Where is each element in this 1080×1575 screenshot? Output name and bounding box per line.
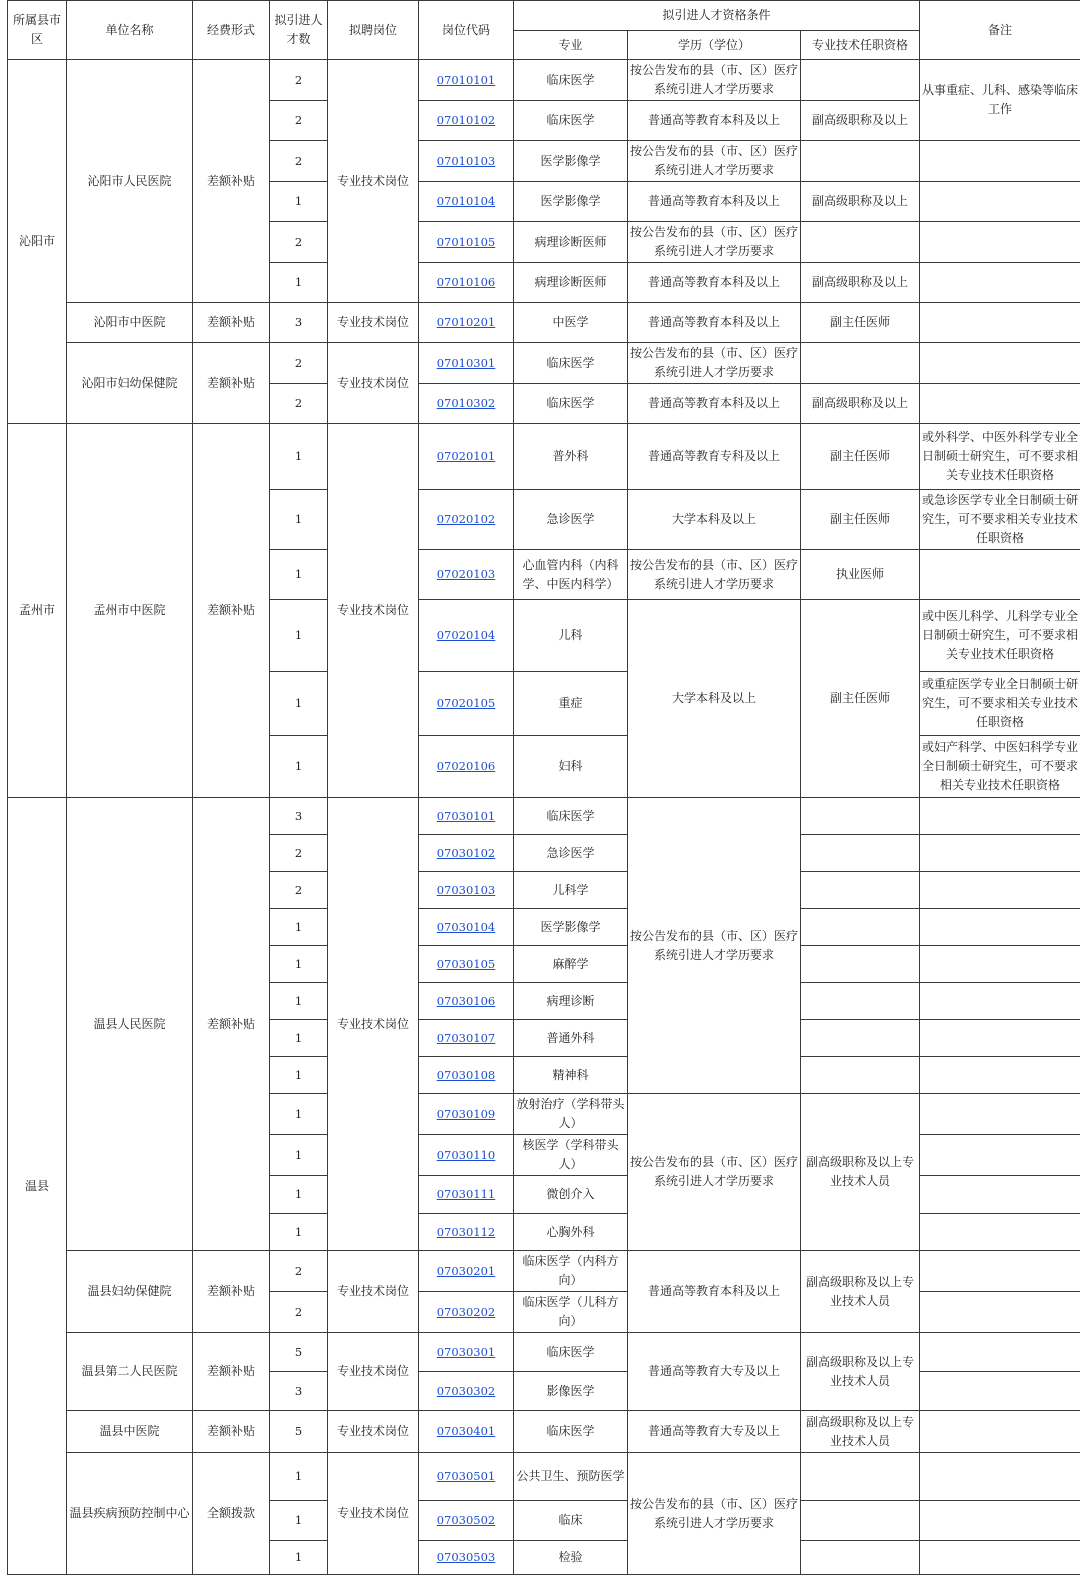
row-count: 5 bbox=[270, 1333, 328, 1372]
row-major: 医学影像学 bbox=[514, 182, 628, 222]
position-code-link[interactable]: 07020104 bbox=[437, 628, 496, 642]
funding-type: 差额补贴 bbox=[193, 343, 270, 424]
row-major: 公共卫生、预防医学 bbox=[514, 1453, 628, 1501]
funding-type: 差额补贴 bbox=[193, 303, 270, 343]
row-count: 1 bbox=[270, 1501, 328, 1541]
row-qualification: 副高级职称及以上 bbox=[801, 263, 920, 303]
row-major: 普外科 bbox=[514, 424, 628, 490]
row-count: 1 bbox=[270, 550, 328, 600]
row-education: 普通高等教育本科及以上 bbox=[628, 101, 801, 141]
row-count: 1 bbox=[270, 1176, 328, 1214]
row-note: 或妇产科学、中医妇科学专业全日制硕士研究生，可不要求相关专业技术任职资格 bbox=[920, 736, 1080, 798]
row-count: 5 bbox=[270, 1411, 328, 1453]
row-note: 或外科学、中医外科学专业全日制硕士研究生，可不要求相关专业技术任职资格 bbox=[920, 424, 1080, 490]
row-education: 普通高等教育本科及以上 bbox=[628, 182, 801, 222]
position-code-link[interactable]: 07020101 bbox=[437, 449, 496, 463]
row-note: 或急诊医学专业全日制硕士研究生，可不要求相关专业技术任职资格 bbox=[920, 490, 1080, 550]
row-education: 普通高等教育本科及以上 bbox=[628, 303, 801, 343]
row-qualification: 副高级职称及以上 bbox=[801, 182, 920, 222]
position-code-link[interactable]: 07010102 bbox=[437, 113, 496, 127]
row-qualification: 副主任医师 bbox=[801, 303, 920, 343]
row-major: 临床医学 bbox=[514, 60, 628, 101]
position-code-link[interactable]: 07030202 bbox=[437, 1305, 496, 1319]
unit-name: 温县妇幼保健院 bbox=[67, 1251, 193, 1333]
row-note bbox=[920, 1135, 1080, 1176]
row-count: 2 bbox=[270, 835, 328, 872]
row-note: 或重症医学专业全日制硕士研究生，可不要求相关专业技术任职资格 bbox=[920, 672, 1080, 736]
row-major: 核医学（学科带头人） bbox=[514, 1135, 628, 1176]
row-qualification: 副高级职称及以上专业技术人员 bbox=[801, 1333, 920, 1411]
position-code-link[interactable]: 07030503 bbox=[437, 1550, 496, 1564]
row-qualification: 副高级职称及以上 bbox=[801, 101, 920, 141]
row-qualification: 副高级职称及以上专业技术人员 bbox=[801, 1251, 920, 1333]
funding-type: 差额补贴 bbox=[193, 424, 270, 798]
row-major: 心血管内科（内科学、中医内科学） bbox=[514, 550, 628, 600]
position-code-link[interactable]: 07010106 bbox=[437, 275, 496, 289]
county-wenxian: 温县 bbox=[8, 798, 67, 1575]
row-count: 2 bbox=[270, 384, 328, 424]
header-qualification: 专业技术任职资格 bbox=[801, 31, 920, 60]
row-count: 1 bbox=[270, 946, 328, 983]
row-count: 1 bbox=[270, 1453, 328, 1501]
position-type: 专业技术岗位 bbox=[328, 1333, 419, 1411]
row-education: 大学本科及以上 bbox=[628, 600, 801, 798]
row-note bbox=[920, 384, 1080, 424]
row-major: 病理诊断医师 bbox=[514, 263, 628, 303]
row-major: 精神科 bbox=[514, 1057, 628, 1094]
row-count: 2 bbox=[270, 872, 328, 909]
row-count: 1 bbox=[270, 1214, 328, 1251]
row-major: 临床医学 bbox=[514, 101, 628, 141]
row-count: 1 bbox=[270, 909, 328, 946]
row-count: 1 bbox=[270, 672, 328, 736]
row-qualification bbox=[801, 983, 920, 1020]
row-qualification: 执业医师 bbox=[801, 550, 920, 600]
row-education: 普通高等教育大专及以上 bbox=[628, 1411, 801, 1453]
row-qualification: 副高级职称及以上专业技术人员 bbox=[801, 1411, 920, 1453]
position-code-link[interactable]: 07010201 bbox=[437, 315, 496, 329]
row-count: 1 bbox=[270, 1094, 328, 1135]
position-code-link[interactable]: 07030301 bbox=[437, 1345, 496, 1359]
row-note bbox=[920, 303, 1080, 343]
unit-name: 沁阳市人民医院 bbox=[67, 60, 193, 303]
position-code-link[interactable]: 07030502 bbox=[437, 1513, 496, 1527]
row-count: 1 bbox=[270, 263, 328, 303]
row-note bbox=[920, 343, 1080, 384]
recruitment-table-wrapper bbox=[7, 0, 1080, 1575]
row-major: 中医学 bbox=[514, 303, 628, 343]
row-major: 心胸外科 bbox=[514, 1214, 628, 1251]
county-mengzhou: 孟州市 bbox=[8, 424, 67, 798]
row-qualification bbox=[801, 343, 920, 384]
row-major: 儿科学 bbox=[514, 872, 628, 909]
row-qualification bbox=[801, 1501, 920, 1541]
position-code-link[interactable]: 07030201 bbox=[437, 1264, 496, 1278]
position-code-link[interactable]: 07030111 bbox=[437, 1187, 496, 1201]
row-qualification bbox=[801, 1541, 920, 1575]
row-major: 病理诊断 bbox=[514, 983, 628, 1020]
funding-type: 差额补贴 bbox=[193, 1411, 270, 1453]
row-major: 临床医学 bbox=[514, 1333, 628, 1372]
row-major: 临床医学 bbox=[514, 1411, 628, 1453]
row-education: 按公告发布的县（市、区）医疗系统引进人才学历要求 bbox=[628, 343, 801, 384]
row-major: 急诊医学 bbox=[514, 835, 628, 872]
unit-name: 温县疾病预防控制中心 bbox=[67, 1453, 193, 1575]
row-note bbox=[920, 1094, 1080, 1135]
position-code-link[interactable]: 07030110 bbox=[437, 1148, 496, 1162]
header-education: 学历（学位） bbox=[628, 31, 801, 60]
funding-type: 差额补贴 bbox=[193, 1333, 270, 1411]
row-major: 急诊医学 bbox=[514, 490, 628, 550]
position-code-link[interactable]: 07030106 bbox=[437, 994, 496, 1008]
row-note bbox=[920, 946, 1080, 983]
position-code-link[interactable]: 07030302 bbox=[437, 1384, 496, 1398]
row-note bbox=[920, 1057, 1080, 1094]
row-note bbox=[920, 222, 1080, 263]
row-major: 临床医学（内科方向） bbox=[514, 1251, 628, 1292]
row-count: 1 bbox=[270, 1541, 328, 1575]
row-count: 3 bbox=[270, 1372, 328, 1411]
row-note bbox=[920, 798, 1080, 835]
unit-name: 沁阳市中医院 bbox=[67, 303, 193, 343]
row-major: 临床医学 bbox=[514, 798, 628, 835]
recruitment-table bbox=[7, 0, 1080, 1575]
row-education: 大学本科及以上 bbox=[628, 490, 801, 550]
row-education: 普通高等教育本科及以上 bbox=[628, 384, 801, 424]
row-note bbox=[920, 263, 1080, 303]
funding-type: 差额补贴 bbox=[193, 1251, 270, 1333]
row-count: 1 bbox=[270, 182, 328, 222]
row-note: 从事重症、儿科、感染等临床工作 bbox=[920, 60, 1080, 141]
row-education: 普通高等教育本科及以上 bbox=[628, 1251, 801, 1333]
row-note bbox=[920, 909, 1080, 946]
row-major: 医学影像学 bbox=[514, 909, 628, 946]
position-type: 专业技术岗位 bbox=[328, 60, 419, 303]
row-count: 2 bbox=[270, 222, 328, 263]
row-qualification: 副主任医师 bbox=[801, 600, 920, 798]
row-major: 临床医学 bbox=[514, 343, 628, 384]
row-qualification bbox=[801, 222, 920, 263]
unit-name: 孟州市中医院 bbox=[67, 424, 193, 798]
row-qualification: 副主任医师 bbox=[801, 490, 920, 550]
row-major: 检验 bbox=[514, 1541, 628, 1575]
position-code-link[interactable]: 07030112 bbox=[437, 1225, 496, 1239]
header-conditions: 拟引进人才资格条件 bbox=[514, 1, 920, 31]
row-qualification bbox=[801, 1020, 920, 1057]
row-education: 按公告发布的县（市、区）医疗系统引进人才学历要求 bbox=[628, 1453, 801, 1575]
row-count: 3 bbox=[270, 798, 328, 835]
position-code-link[interactable]: 07010101 bbox=[437, 73, 496, 87]
header-unit: 单位名称 bbox=[67, 1, 193, 60]
row-count: 1 bbox=[270, 983, 328, 1020]
funding-type: 差额补贴 bbox=[193, 60, 270, 303]
row-major: 医学影像学 bbox=[514, 141, 628, 182]
position-type: 专业技术岗位 bbox=[328, 343, 419, 424]
row-education: 普通高等教育本科及以上 bbox=[628, 263, 801, 303]
row-note bbox=[920, 872, 1080, 909]
row-major: 放射治疗（学科带头人） bbox=[514, 1094, 628, 1135]
row-major: 重症 bbox=[514, 672, 628, 736]
position-code-link[interactable]: 07020103 bbox=[437, 567, 496, 581]
row-qualification: 副高级职称及以上 bbox=[801, 384, 920, 424]
row-major: 普通外科 bbox=[514, 1020, 628, 1057]
row-note bbox=[920, 1333, 1080, 1372]
row-major: 妇科 bbox=[514, 736, 628, 798]
row-qualification bbox=[801, 909, 920, 946]
row-count: 2 bbox=[270, 101, 328, 141]
position-type: 专业技术岗位 bbox=[328, 1411, 419, 1453]
row-count: 1 bbox=[270, 1135, 328, 1176]
row-count: 2 bbox=[270, 1251, 328, 1292]
position-code-link[interactable]: 07030105 bbox=[437, 957, 496, 971]
row-note bbox=[920, 550, 1080, 600]
position-code-link[interactable]: 07030102 bbox=[437, 846, 496, 860]
row-major: 影像医学 bbox=[514, 1372, 628, 1411]
row-qualification bbox=[801, 798, 920, 835]
row-major: 临床医学（儿科方向） bbox=[514, 1292, 628, 1333]
row-qualification bbox=[801, 835, 920, 872]
row-note bbox=[920, 1251, 1080, 1292]
position-code-link[interactable]: 07030109 bbox=[437, 1107, 496, 1121]
position-code-link[interactable]: 07030501 bbox=[437, 1469, 496, 1483]
row-note bbox=[920, 141, 1080, 182]
row-count: 1 bbox=[270, 490, 328, 550]
position-code-link[interactable]: 07010105 bbox=[437, 235, 496, 249]
position-type: 专业技术岗位 bbox=[328, 303, 419, 343]
row-note: 或中医儿科学、儿科学专业全日制硕士研究生，可不要求相关专业技术任职资格 bbox=[920, 600, 1080, 672]
row-qualification bbox=[801, 946, 920, 983]
position-code-link[interactable]: 07010103 bbox=[437, 154, 496, 168]
row-note bbox=[920, 1411, 1080, 1453]
county-qinyang: 沁阳市 bbox=[8, 60, 67, 424]
row-count: 1 bbox=[270, 424, 328, 490]
row-note bbox=[920, 1214, 1080, 1251]
row-count: 1 bbox=[270, 600, 328, 672]
funding-type: 全额拨款 bbox=[193, 1453, 270, 1575]
funding-type: 差额补贴 bbox=[193, 798, 270, 1251]
row-note bbox=[920, 1292, 1080, 1333]
position-code-link[interactable]: 07030107 bbox=[437, 1031, 496, 1045]
row-major: 儿科 bbox=[514, 600, 628, 672]
row-count: 3 bbox=[270, 303, 328, 343]
row-count: 2 bbox=[270, 343, 328, 384]
position-code-link[interactable]: 07030104 bbox=[437, 920, 496, 934]
header-notes: 备注 bbox=[920, 1, 1080, 60]
position-code-link[interactable]: 07010301 bbox=[437, 356, 496, 370]
position-code-link[interactable]: 07030108 bbox=[437, 1068, 496, 1082]
position-code-link[interactable]: 07020106 bbox=[437, 759, 496, 773]
header-code: 岗位代码 bbox=[419, 1, 514, 60]
position-code-link[interactable]: 07010104 bbox=[437, 194, 496, 208]
row-note bbox=[920, 1176, 1080, 1214]
row-note bbox=[920, 983, 1080, 1020]
position-type: 专业技术岗位 bbox=[328, 798, 419, 1251]
row-qualification: 副高级职称及以上专业技术人员 bbox=[801, 1094, 920, 1251]
row-note bbox=[920, 1541, 1080, 1575]
row-qualification bbox=[801, 141, 920, 182]
row-note bbox=[920, 835, 1080, 872]
row-education: 普通高等教育大专及以上 bbox=[628, 1333, 801, 1411]
row-qualification bbox=[801, 1057, 920, 1094]
position-type: 专业技术岗位 bbox=[328, 424, 419, 798]
row-education: 按公告发布的县（市、区）医疗系统引进人才学历要求 bbox=[628, 1094, 801, 1251]
row-qualification bbox=[801, 60, 920, 101]
row-education: 按公告发布的县（市、区）医疗系统引进人才学历要求 bbox=[628, 222, 801, 263]
row-note bbox=[920, 1453, 1080, 1501]
unit-name: 沁阳市妇幼保健院 bbox=[67, 343, 193, 424]
position-code-link[interactable]: 07030103 bbox=[437, 883, 496, 897]
row-education: 普通高等教育专科及以上 bbox=[628, 424, 801, 490]
row-education: 按公告发布的县（市、区）医疗系统引进人才学历要求 bbox=[628, 798, 801, 1094]
row-count: 1 bbox=[270, 736, 328, 798]
row-major: 临床医学 bbox=[514, 384, 628, 424]
row-qualification bbox=[801, 1453, 920, 1501]
row-note bbox=[920, 1020, 1080, 1057]
row-education: 按公告发布的县（市、区）医疗系统引进人才学历要求 bbox=[628, 550, 801, 600]
row-major: 微创介入 bbox=[514, 1176, 628, 1214]
position-type: 专业技术岗位 bbox=[328, 1251, 419, 1333]
row-note bbox=[920, 1372, 1080, 1411]
position-type: 专业技术岗位 bbox=[328, 1453, 419, 1575]
row-major: 临床 bbox=[514, 1501, 628, 1541]
row-note bbox=[920, 1501, 1080, 1541]
position-code-link[interactable]: 07020105 bbox=[437, 696, 496, 710]
unit-name: 温县人民医院 bbox=[67, 798, 193, 1251]
unit-name: 温县第二人民医院 bbox=[67, 1333, 193, 1411]
header-position: 拟聘岗位 bbox=[328, 1, 419, 60]
header-count: 拟引进人才数 bbox=[270, 1, 328, 60]
row-major: 病理诊断医师 bbox=[514, 222, 628, 263]
header-funding: 经费形式 bbox=[193, 1, 270, 60]
position-code-link[interactable]: 07030401 bbox=[437, 1424, 496, 1438]
row-count: 1 bbox=[270, 1020, 328, 1057]
row-count: 2 bbox=[270, 1292, 328, 1333]
header-county: 所属县市区 bbox=[8, 1, 67, 60]
row-count: 1 bbox=[270, 1057, 328, 1094]
position-code-link[interactable]: 07010302 bbox=[437, 396, 496, 410]
row-qualification bbox=[801, 872, 920, 909]
row-education: 按公告发布的县（市、区）医疗系统引进人才学历要求 bbox=[628, 141, 801, 182]
row-count: 2 bbox=[270, 141, 328, 182]
unit-name: 温县中医院 bbox=[67, 1411, 193, 1453]
row-qualification: 副主任医师 bbox=[801, 424, 920, 490]
row-note bbox=[920, 182, 1080, 222]
row-count: 2 bbox=[270, 60, 328, 101]
row-education: 按公告发布的县（市、区）医疗系统引进人才学历要求 bbox=[628, 60, 801, 101]
position-code-link[interactable]: 07020102 bbox=[437, 512, 496, 526]
position-code-link[interactable]: 07030101 bbox=[437, 809, 496, 823]
header-major: 专业 bbox=[514, 31, 628, 60]
row-major: 麻醉学 bbox=[514, 946, 628, 983]
